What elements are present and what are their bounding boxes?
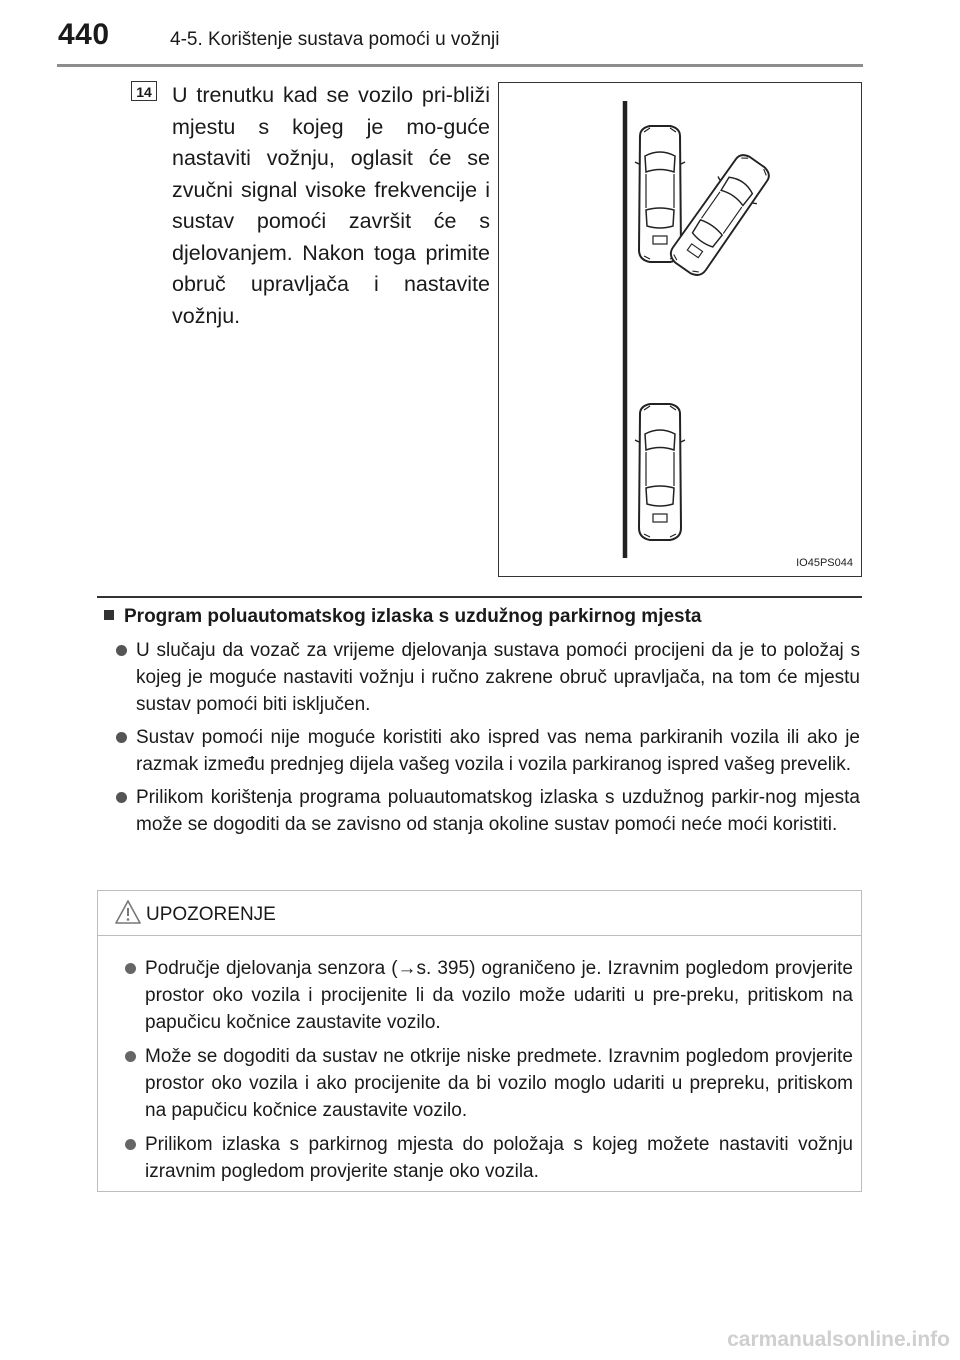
warning-item-text: Prilikom izlaska s parkirnog mjesta do položaja s kojeg možete nastaviti vožnju izravnim pogledom provjerite stanje oko vozila.: [145, 1134, 853, 1182]
bullet-dot-icon: [116, 732, 127, 743]
header-divider: [57, 64, 863, 67]
list-item: [116, 784, 860, 838]
bullet-dot-icon: [116, 792, 127, 803]
page-number: 440: [58, 18, 110, 51]
list-item: [116, 724, 860, 778]
warning-triangle-icon: [114, 899, 142, 925]
step-instruction-text: U trenutku kad se vozilo pri-bliži mjestu s kojeg je mo-guće nastaviti vožnju, oglasit će se zvučni signal visoke frekvencije i sustav pomoći završit će s djelovanjem. Nakon toga primite obruč upravljača i nastavite vožnju.: [172, 83, 490, 328]
warning-box: [97, 890, 862, 1192]
warning-item: [125, 1043, 853, 1124]
warning-list: [125, 955, 853, 1192]
bullet-dot-icon: [116, 645, 127, 656]
list-item-text: Prilikom korištenja programa poluautomatskog izlaska s uzdužnog parkir-nog mjesta može se dogoditi da se zavisno od stanja okoline sustav pomoći neće moći koristiti.: [136, 787, 860, 835]
section-heading: [104, 606, 702, 628]
parking-exit-diagram: [499, 83, 863, 578]
step-number-badge: 14: [131, 81, 157, 101]
watermark: carmanualsonline.info: [727, 1328, 950, 1351]
section-divider: [97, 596, 862, 598]
square-bullet-icon: [104, 610, 114, 620]
bullet-dot-icon: [125, 963, 136, 974]
warning-item: [125, 1131, 853, 1185]
warning-header: [98, 891, 861, 936]
list-item-text: Sustav pomoći nije moguće koristiti ako ispred vas nema parkiranih vozila ili ako je razmak između prednjeg dijela vašeg vozila i vozila parkiranog ispred vašeg prevelik.: [136, 727, 860, 775]
section-title: 4-5. Korištenje sustava pomoći u vožnji: [170, 29, 500, 50]
warning-title: UPOZORENJE: [146, 904, 276, 925]
list-item-text: U slučaju da vozač za vrijeme djelovanja sustava pomoći procijeni da je to položaj s kojeg je moguće nastaviti vožnju i ručno zakrene obruč upravljača, na tom će mjestu sustav pomoći biti isključen.: [136, 640, 860, 715]
section-heading-text: Program poluautomatskog izlaska s uzdužnog parkirnog mjesta: [124, 606, 702, 627]
figure-code: IO45PS044: [796, 557, 853, 569]
warning-item-text: Područje djelovanja senzora (→s. 395) ograničeno je. Izravnim pogledom provjerite prostor oko vozila i procijenite li da vozilo može udariti u pre-preku, pritiskom na papučicu kočnice zaustavite vozilo.: [145, 958, 853, 1033]
bullet-dot-icon: [125, 1051, 136, 1062]
parking-exit-figure: [498, 82, 862, 577]
bullet-dot-icon: [125, 1139, 136, 1150]
section-bullet-list: [116, 637, 860, 844]
list-item: [116, 637, 860, 718]
warning-item: [125, 955, 853, 1036]
warning-item-text: Može se dogoditi da sustav ne otkrije niske predmete. Izravnim pogledom provjerite prostor oko vozila i ako procijenite da bi vozilo moglo udariti u prepreku, pritiskom na papučicu kočnice zaustavite vozilo.: [145, 1046, 853, 1121]
